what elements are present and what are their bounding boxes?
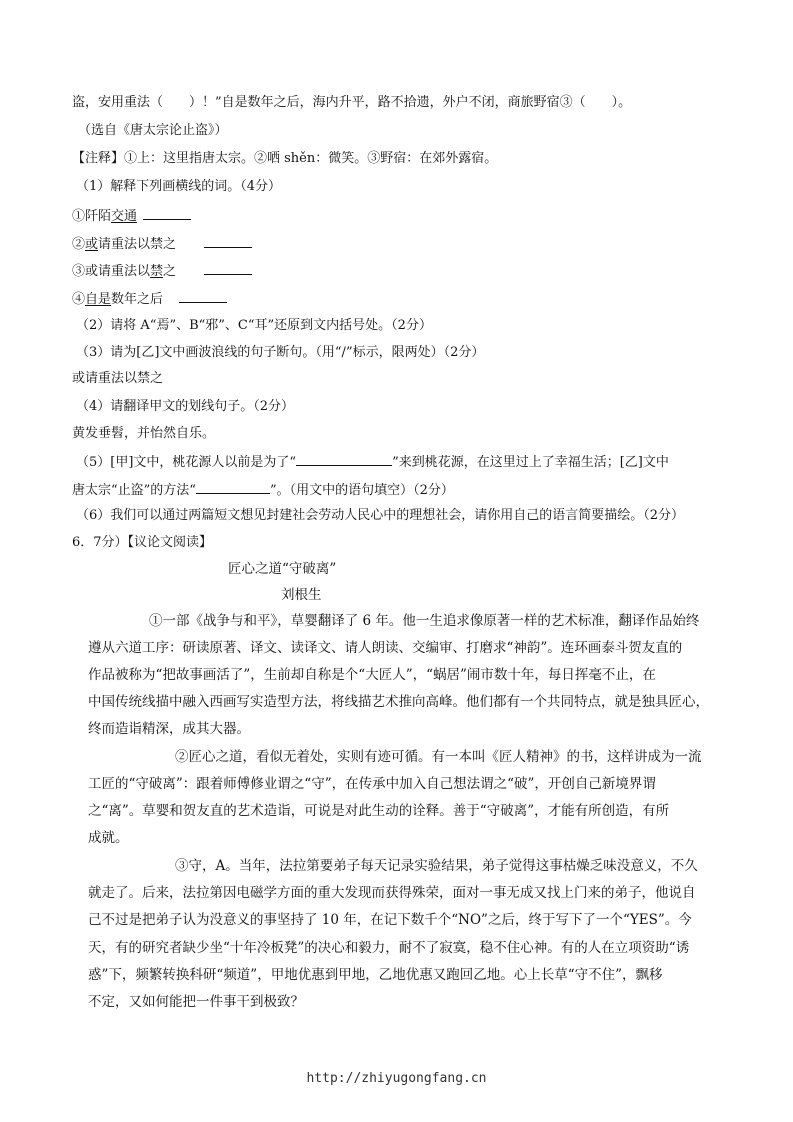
paragraph-3-line: 己不过是把弟子认为没意义的事坚持了 10 年，在记下数千个“NO”之后，终于写下了一个“YES”。今 [88, 912, 692, 928]
q1b-underlined: 或 [85, 237, 99, 252]
answer-blank[interactable] [143, 206, 191, 220]
answer-blank[interactable] [204, 234, 252, 248]
q1b-text: ② [72, 237, 86, 252]
question-5-line2 [72, 480, 454, 500]
paragraph-2-line: 之“离”。草婴和贺友直的艺术造诣，可说是对此生动的诠释。善于“守破离”，才能有所创造，有所 [88, 803, 670, 819]
question-5-line1 [76, 452, 669, 472]
question-6: （6）我们可以通过两篇短文想见封建社会劳动人民心中的理想社会，请你用自己的语言简要描绘。（2分） [76, 508, 685, 523]
paragraph-2-line: ②匠心之道，看似无着处，实则有迹可循。有一本叫《匠人精神》的书，这样讲成为一流 [175, 749, 702, 765]
paragraph-1-line: 中国传统线描中融入西画写实造型方法，将线描艺术推向高峰。他们都有一个共同特点，就是独具匠心， [88, 694, 709, 710]
answer-blank[interactable] [296, 452, 392, 466]
q1d-underlined: 自是 [85, 292, 112, 307]
answer-blank[interactable] [196, 480, 270, 494]
footer-url[interactable]: http://zhiyugongfang.cn [306, 1071, 487, 1086]
answer-blank[interactable] [179, 289, 227, 303]
q1c-text: ③或请重法以 [72, 264, 151, 279]
paragraph-2-line: 工匠的“守破离”：跟着师傅修业谓之“守”，在传承中加入自己想法谓之“破”，开创自己新境界谓 [88, 776, 656, 792]
question-4: （4）请翻译甲文的划线句子。（2分） [76, 399, 295, 414]
question-1: （1）解释下列画横线的词。（4分） [76, 179, 282, 194]
article-author: 刘根生 [281, 587, 322, 603]
question-1a [72, 206, 191, 226]
answer-blank[interactable] [204, 261, 252, 275]
paragraph-3-line: 天，有的研究者缺少坐“十年冷板凳”的决心和毅力，耐不了寂寞，稳不住心神。有的人在立项资助“诱 [88, 940, 690, 956]
q1a-text: ①阡陌 [72, 209, 112, 224]
q1c-underlined: 禁 [150, 264, 164, 279]
q1b-text-post: 请重法以禁之 [98, 237, 177, 252]
q5-text-a: （5）[甲]文中，桃花源人以前是为了“ [76, 455, 297, 470]
annotation-note: 【注释】①上：这里指唐太宗。②哂 shěn：微笑。③野宿：在郊外露宿。 [72, 151, 498, 166]
question-1d [72, 289, 227, 309]
article-title: 匠心之道“守破离” [228, 561, 337, 577]
paragraph-3-line: ③守，A。当年，法拉第要弟子每天记录实验结果，弟子觉得这事枯燥乏味没意义，不久 [175, 858, 698, 874]
paragraph-3-line: 就走了。后来，法拉第因电磁学方面的重大发现而获得殊荣，面对一事无成又找上门来的弟子，他说自 [88, 885, 696, 901]
question-3-sentence: 或请重法以禁之 [72, 371, 164, 386]
q1d-text-post: 数年之后 [111, 292, 164, 307]
paragraph-1-line: 终而造诣精深，成其大器。 [88, 721, 250, 737]
q5-text-d: ”。（用文中的语句填空）（2分） [269, 483, 454, 498]
question-1c [72, 261, 252, 281]
section-heading: 6．7分）【议论文阅读】 [72, 535, 213, 550]
paragraph-3-line: 不定，又如何能把一件事干到极致？ [88, 994, 304, 1010]
paragraph-1-line: ①一部《战争与和平》，草婴翻译了 6 年。他一生追求像原著一样的艺术标准，翻译作品始终 [149, 613, 700, 629]
paragraph-1-line: 作品被称为“把故事画活了”，生前却自称是个“大匠人”，“蜗居”闹市数十年，每日挥毫不止，在 [88, 667, 656, 683]
question-3: （3）请为[乙]文中画波浪线的句子断句。（用“/”标示，限两处）（2分） [76, 345, 485, 360]
question-2: （2）请将 A“焉”、B“邪”、C“耳”还原到文内括号处。（2分） [76, 318, 432, 333]
text-line: 盗，安用重法（ ）！”自是数年之后，海内升平，路不拾遗，外户不闭，商旅野宿③（ ）。 [72, 95, 632, 110]
source-note: （选自《唐太宗论止盗》） [78, 123, 228, 138]
q5-text-b: ”来到桃花源，在这里过上了幸福生活；[乙]文中 [392, 455, 669, 470]
question-4-sentence: 黄发垂髫，并怡然自乐。 [72, 426, 216, 441]
q1c-text-post: 之 [163, 264, 177, 279]
question-1b [72, 234, 252, 254]
paragraph-2-line: 成就。 [88, 830, 129, 846]
paragraph-1-line: 遵从六道工序：研读原著、译文、读译文、请人朗读、交编审、打磨求“神韵”。连环画泰斗贺友直的 [88, 640, 683, 656]
q1d-text: ④ [72, 292, 86, 307]
q1a-underlined: 交通 [111, 209, 138, 224]
q5-text-c: 唐太宗“止盗”的方法“ [72, 483, 196, 498]
paragraph-3-line: 惑”下，频繁转换科研“频道”，甲地优惠到甲地，乙地优惠又跑回乙地。心上长草“守不住”，飘移 [88, 967, 663, 983]
